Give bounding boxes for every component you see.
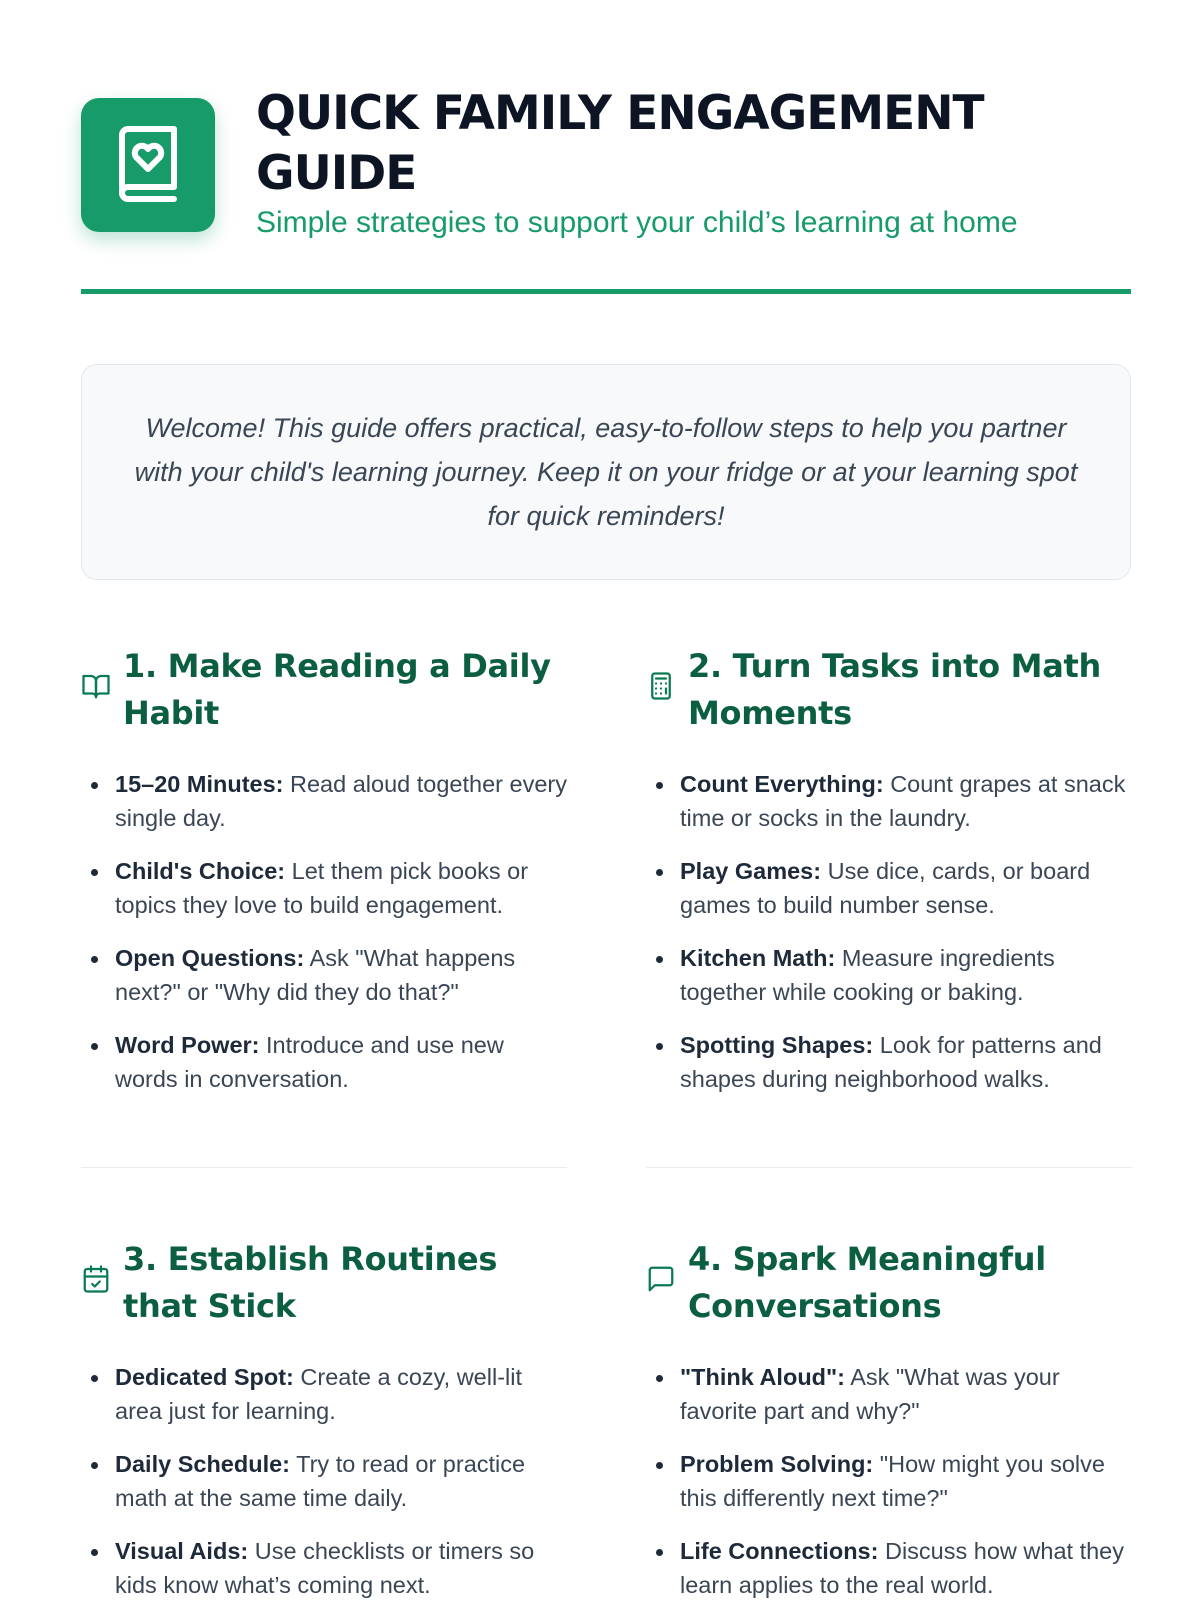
section-title: 4. Spark Meaningful Conversations [688,1240,1046,1325]
section-divider [646,1167,1132,1168]
open-book-icon [81,671,111,701]
list-item: Kitchen Math: Measure ingredients together while cooking or baking. [646,941,1132,1009]
section-list [81,1360,567,1600]
section-reading [81,643,567,1115]
list-item: Child's Choice: Let them pick books or topics they love to build engagement. [81,854,567,922]
section-routines [81,1236,567,1600]
section-math [646,643,1132,1115]
welcome-text: Welcome! This guide offers practical, easy-to-follow steps to help you partner with your child's learning journey. Keep it on your fridge or at your learning spot for quick reminders! [134,413,1078,531]
list-item: Count Everything: Count grapes at snack time or socks in the laundry. [646,767,1132,835]
list-item: Visual Aids: Use checklists or timers so kids know what’s coming next. [81,1534,567,1600]
list-item: Dedicated Spot: Create a cozy, well-lit area just for learning. [81,1360,567,1428]
list-item: "Think Aloud": Ask "What was your favorite part and why?" [646,1360,1132,1428]
section-list [81,767,567,1096]
list-item: Life Connections: Discuss how what they learn applies to the real world. [646,1534,1132,1600]
list-item: 15–20 Minutes: Read aloud together every single day. [81,767,567,835]
page-subtitle: Simple strategies to support your child’s learning at home [256,206,1018,239]
list-item: Play Games: Use dice, cards, or board games to build number sense. [646,854,1132,922]
header-divider [81,289,1131,294]
page-title: QUICK FAMILY ENGAGEMENT GUIDE [256,86,984,201]
list-item: Open Questions: Ask "What happens next?" or "Why did they do that?" [81,941,567,1009]
list-item: Daily Schedule: Try to read or practice math at the same time daily. [81,1447,567,1515]
section-title: 1. Make Reading a Daily Habit [123,647,551,732]
section-title: 3. Establish Routines that Stick [123,1240,498,1325]
section-list [646,767,1132,1096]
list-item: Spotting Shapes: Look for patterns and shapes during neighborhood walks. [646,1028,1132,1096]
calendar-check-icon [81,1264,111,1294]
logo [81,98,215,232]
list-item: Problem Solving: "How might you solve this differently next time?" [646,1447,1132,1515]
section-list [646,1360,1132,1600]
section-divider [81,1167,567,1168]
heart-book-icon [114,125,182,205]
list-item: Word Power: Introduce and use new words in conversation. [81,1028,567,1096]
calculator-icon [646,671,676,701]
section-title: 2. Turn Tasks into Math Moments [688,647,1101,732]
welcome-box [81,364,1131,580]
section-conversations [646,1236,1132,1600]
chat-bubble-icon [646,1264,676,1294]
